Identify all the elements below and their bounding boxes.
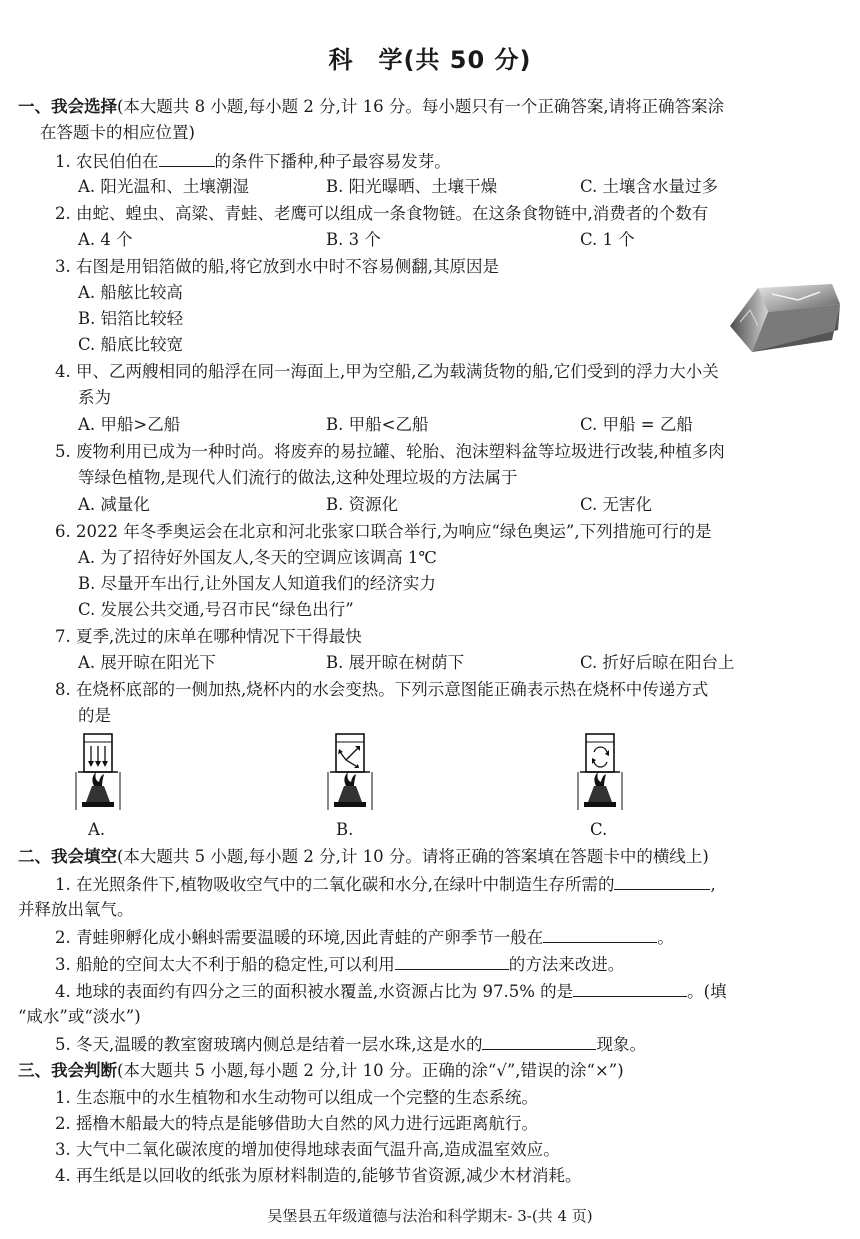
q4-cont: 系为 — [78, 388, 111, 407]
q6-option-c: C. 发展公共交通,号召市民“绿色出行” — [78, 600, 354, 619]
s1-question-2: 2. 由蛇、蝗虫、高粱、青蛙、老鹰可以组成一条食物链。在这条食物链中,消费者的个数有 — [55, 204, 709, 223]
q1-option-b: B. 阳光曝晒、土壤干燥 — [326, 177, 498, 196]
s2-question-3 — [55, 953, 624, 976]
s1-question-3: 3. 右图是用铝箔做的船,将它放到水中时不容易侧翻,其原因是 — [55, 257, 499, 276]
q5-option-a: A. 减量化 — [78, 495, 150, 514]
q6-option-a: A. 为了招待好外国友人,冬天的空调应该调高 1℃ — [78, 548, 437, 567]
section1-desc-cont: 在答题卡的相应位置) — [40, 123, 195, 142]
page-footer: 吴堡县五年级道德与法治和科学期末- 3-(共 4 页) — [267, 1207, 593, 1225]
q6-option-b: B. 尽量开车出行,让外国友人知道我们的经济实力 — [78, 574, 436, 593]
s2q2-stem: 2. 青蛙卵孵化成小蝌蚪需要温暖的环境,因此青蛙的产卵季节一般在 — [55, 928, 544, 947]
q1-stem: 1. 农民伯伯在 — [55, 152, 159, 171]
section2-desc: (本大题共 5 小题,每小题 2 分,计 10 分。请将正确的答案填在答题卡中的横线上) — [117, 847, 709, 866]
s1-question-6: 6. 2022 年冬季奥运会在北京和河北张家口联合举行,为响应“绿色奥运”,下列措施可行的是 — [55, 522, 712, 541]
s1-question-4: 4. 甲、乙两艘相同的船浮在同一海面上,甲为空船,乙为载满货物的船,它们受到的浮力大小关 — [55, 362, 719, 381]
s3-question-1: 1. 生态瓶中的水生植物和水生动物可以组成一个完整的生态系统。 — [55, 1088, 538, 1107]
s2q1-blank — [614, 873, 710, 890]
q2-option-c: C. 1 个 — [580, 230, 635, 249]
section3-desc: (本大题共 5 小题,每小题 2 分,计 10 分。正确的涂“√”,错误的涂“×”) — [117, 1061, 624, 1080]
q7-option-c: C. 折好后晾在阳台上 — [580, 653, 735, 672]
s2q2-blank — [543, 926, 657, 943]
q5-cont: 等绿色植物,是现代人们流行的做法,这种处理垃圾的方法属于 — [78, 468, 518, 487]
q1-blank — [159, 150, 215, 167]
section2-heading: 二、我会填空 — [18, 847, 117, 866]
s1-question-7: 7. 夏季,洗过的床单在哪种情况下干得最快 — [55, 627, 362, 646]
s2q1-cont: 并释放出氧气。 — [18, 900, 134, 919]
s3-question-2: 2. 摇橹木船最大的特点是能够借助大自然的风力进行远距离航行。 — [55, 1114, 538, 1133]
q2-option-b: B. 3 个 — [326, 230, 381, 249]
s2q1-stem-end: , — [710, 875, 716, 894]
q8-option-b: B. — [336, 820, 354, 839]
s2q2-stem-end: 。 — [657, 928, 674, 947]
q8-option-a: A. — [88, 820, 106, 839]
s2q4-blank — [573, 980, 687, 997]
s2q3-stem-end: 的方法来改进。 — [508, 955, 625, 974]
s2q5-blank — [482, 1033, 596, 1050]
s2-question-2 — [55, 926, 674, 949]
section1-desc: (本大题共 8 小题,每小题 2 分,计 16 分。每小题只有一个正确答案,请将正确答案涂 — [117, 97, 725, 116]
s2q5-stem-end: 现象。 — [596, 1035, 646, 1054]
section2-header — [18, 846, 709, 868]
q4-option-b: B. 甲船<乙船 — [326, 415, 429, 434]
s1-question-1 — [55, 150, 451, 173]
s2q1-stem: 1. 在光照条件下,植物吸收空气中的二氧化碳和水分,在绿叶中制造生存所需的 — [55, 875, 615, 894]
q4-option-c: C. 甲船 = 乙船 — [580, 415, 693, 434]
section1-header — [18, 96, 724, 118]
q5-option-c: C. 无害化 — [580, 495, 653, 514]
s1-question-8: 8. 在烧杯底部的一侧加热,烧杯内的水会变热。下列示意图能正确表示热在烧杯中传递方式 — [55, 680, 709, 699]
s3-question-3: 3. 大气中二氧化碳浓度的增加使得地球表面气温升高,造成温室效应。 — [55, 1140, 560, 1159]
s2-question-4 — [55, 980, 727, 1003]
page-title: 科 学(共 50 分) — [328, 46, 532, 74]
section1-heading: 一、我会选择 — [18, 97, 117, 116]
q8-option-c: C. — [590, 820, 608, 839]
s2q4-cont: “咸水”或“淡水”) — [18, 1007, 141, 1026]
section3-heading: 三、我会判断 — [18, 1061, 117, 1080]
s2-question-1 — [55, 873, 716, 896]
s2q4-stem: 4. 地球的表面约有四分之三的面积被水覆盖,水资源占比为 97.5% 的是 — [55, 982, 574, 1001]
section3-header — [18, 1060, 624, 1082]
s2q3-stem: 3. 船舱的空间太大不利于船的稳定性,可以利用 — [55, 955, 395, 974]
beaker-diagram-c — [574, 730, 626, 814]
s2q5-stem: 5. 冬天,温暖的教室窗玻璃内侧总是结着一层水珠,这是水的 — [55, 1035, 483, 1054]
foil-boat-image — [728, 282, 842, 358]
q8-cont: 的是 — [78, 706, 111, 725]
s2q3-blank — [395, 953, 509, 970]
q1-option-a: A. 阳光温和、土壤潮湿 — [78, 177, 249, 196]
s2q4-stem-end: 。(填 — [687, 982, 727, 1001]
q3-option-b: B. 铝箔比较轻 — [78, 309, 184, 328]
beaker-diagram-a — [72, 730, 124, 814]
s2-question-5 — [55, 1033, 646, 1056]
q5-option-b: B. 资源化 — [326, 495, 399, 514]
q1-option-c: C. 土壤含水量过多 — [580, 177, 719, 196]
q4-option-a: A. 甲船>乙船 — [78, 415, 181, 434]
q7-option-a: A. 展开晾在阳光下 — [78, 653, 216, 672]
beaker-diagram-b — [324, 730, 376, 814]
q1-stem-end: 的条件下播种,种子最容易发芽。 — [214, 152, 451, 171]
q7-option-b: B. 展开晾在树荫下 — [326, 653, 465, 672]
s3-question-4: 4. 再生纸是以回收的纸张为原材料制造的,能够节省资源,减少木材消耗。 — [55, 1166, 582, 1185]
q3-option-a: A. 船舷比较高 — [78, 283, 183, 302]
q2-option-a: A. 4 个 — [78, 230, 133, 249]
q3-option-c: C. 船底比较宽 — [78, 335, 184, 354]
s1-question-5: 5. 废物利用已成为一种时尚。将废弃的易拉罐、轮胎、泡沫塑料盆等垃圾进行改装,种植多肉 — [55, 442, 725, 461]
